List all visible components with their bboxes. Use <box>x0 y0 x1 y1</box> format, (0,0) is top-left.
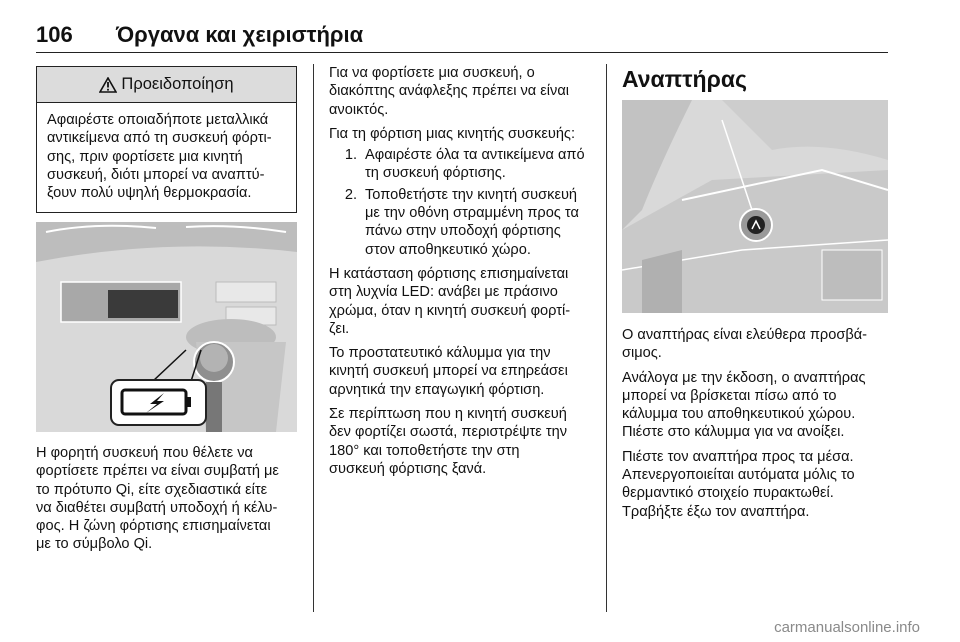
step-number: 1. <box>344 147 357 164</box>
text-line: Ανάλογα με την έκδοση, ο αναπτήρας <box>622 369 866 386</box>
warning-title: Προειδοποίηση <box>121 75 234 93</box>
warning-body <box>37 103 296 202</box>
text-line: συσκευή φόρτισης ξανά. <box>329 460 487 477</box>
text-line: χρώμα, όταν η κινητή συσκευή φορτί- <box>329 302 571 319</box>
warning-line: ξουν πολύ υψηλή θερμοκρασία. <box>47 185 252 202</box>
text-line: ανοικτός. <box>329 101 389 118</box>
column-divider-2 <box>606 64 607 612</box>
paragraph <box>329 405 599 478</box>
wireless-charger-figure <box>36 222 297 432</box>
text-line: Τραβήξτε έξω τον αναπτήρα. <box>622 503 810 520</box>
column-divider-1 <box>313 64 314 612</box>
paragraph <box>329 265 599 338</box>
warning-line: αντικείμενα από τη συσκευή φόρτι- <box>47 130 272 147</box>
text-line: με την οθόνη στραμμένη προς τα <box>365 205 579 222</box>
text-line: τη συσκευή φόρτισης. <box>365 165 506 182</box>
paragraph <box>622 448 892 521</box>
text-line: Σε περίπτωση που η κινητή συσκευή <box>329 406 567 423</box>
text-line: Πιέστε στο κάλυμμα για να ανοίξει. <box>622 424 845 441</box>
text-line: στη λυχνία LED: ανάβει με πράσινο <box>329 284 558 301</box>
text-line: δεν φορτίζει σωστά, περιστρέψτε την <box>329 424 568 441</box>
text-line: με το σύμβολο Qi. <box>36 536 153 553</box>
text-line: ζει. <box>329 320 350 337</box>
text-line: φος. Η ζώνη φόρτισης επισημαίνεται <box>36 518 271 535</box>
warning-box <box>36 66 297 213</box>
header-rule <box>36 52 888 53</box>
text-line: Η φορητή συσκευή που θέλετε να <box>36 445 253 461</box>
text-line: Απενεργοποιείται αυτόματα μόλις το <box>622 467 855 484</box>
text-line: το πρότυπο Qi, είτε σχεδιαστικά είτε <box>36 481 268 498</box>
list-item <box>329 146 599 183</box>
paragraph <box>622 369 892 442</box>
paragraph <box>622 326 892 363</box>
text-line: Για τη φόρτιση μιας κινητής συσκευής: <box>329 125 576 142</box>
text-line: κάλυμμα του αποθηκευτικού χώρου. <box>622 406 856 423</box>
watermark: carmanualsonline.info <box>774 619 920 636</box>
paragraph <box>329 344 599 399</box>
page-title: Όργανα και χειριστήρια <box>116 22 364 47</box>
text-line: στον αποθηκευτικό χώρο. <box>365 241 531 258</box>
text-line: πάνω στην υποδοχή φόρτισης <box>365 223 561 240</box>
text-line: Πιέστε τον αναπτήρα προς τα μέσα. <box>622 448 854 465</box>
text-line: 180° και τοποθετήστε την στη <box>329 442 520 459</box>
middle-column <box>329 64 599 478</box>
text-line: σιμος. <box>622 345 662 362</box>
text-line: Η κατάσταση φόρτισης επισημαίνεται <box>329 265 569 282</box>
text-line: μπορεί να βρίσκεται πίσω από το <box>622 387 837 404</box>
lighter-figure <box>622 100 888 313</box>
warning-header <box>37 67 296 103</box>
text-line: να διαθέτει συμβατή υποδοχή ή κέλυ- <box>36 499 278 516</box>
text-line: διακόπτης ανάφλεξης πρέπει να είναι <box>329 83 570 100</box>
text-line: φορτίσετε πρέπει να είναι συμβατή με <box>36 463 279 480</box>
text-line: κινητή συσκευή μπορεί να επηρεάσει <box>329 363 568 380</box>
right-column-text <box>622 326 892 521</box>
text-line: Το προστατευτικό κάλυμμα για την <box>329 345 551 362</box>
step-number: 2. <box>344 186 357 203</box>
paragraph <box>329 64 599 119</box>
section-heading: Αναπτήρας <box>622 66 747 92</box>
left-paragraph <box>36 444 301 554</box>
warning-line: Αφαιρέστε οποιαδήποτε μεταλλικά <box>47 112 269 128</box>
warning-line: σης, πριν φορτίσετε μια κινητή <box>47 148 243 165</box>
text-line: θερμαντικό στοιχείο πυρακτωθεί. <box>622 485 834 502</box>
text-line: Αφαιρέστε όλα τα αντικείμενα από <box>365 147 585 164</box>
text-line: Τοποθετήστε την κινητή συσκευή <box>365 186 578 203</box>
text-line: Για να φορτίσετε μια συσκευή, ο <box>329 65 535 81</box>
text-line: αρνητικά την επαγωγική φόρτιση. <box>329 381 545 398</box>
warning-triangle-icon <box>99 77 117 93</box>
text-line: Ο αναπτήρας είναι ελεύθερα προσβά- <box>622 327 868 343</box>
page-header <box>36 22 888 52</box>
page-number: 106 <box>36 22 73 47</box>
warning-line: συσκευή, διότι μπορεί να αναπτύ- <box>47 166 265 183</box>
list-item <box>329 186 599 259</box>
steps-list <box>329 146 599 259</box>
